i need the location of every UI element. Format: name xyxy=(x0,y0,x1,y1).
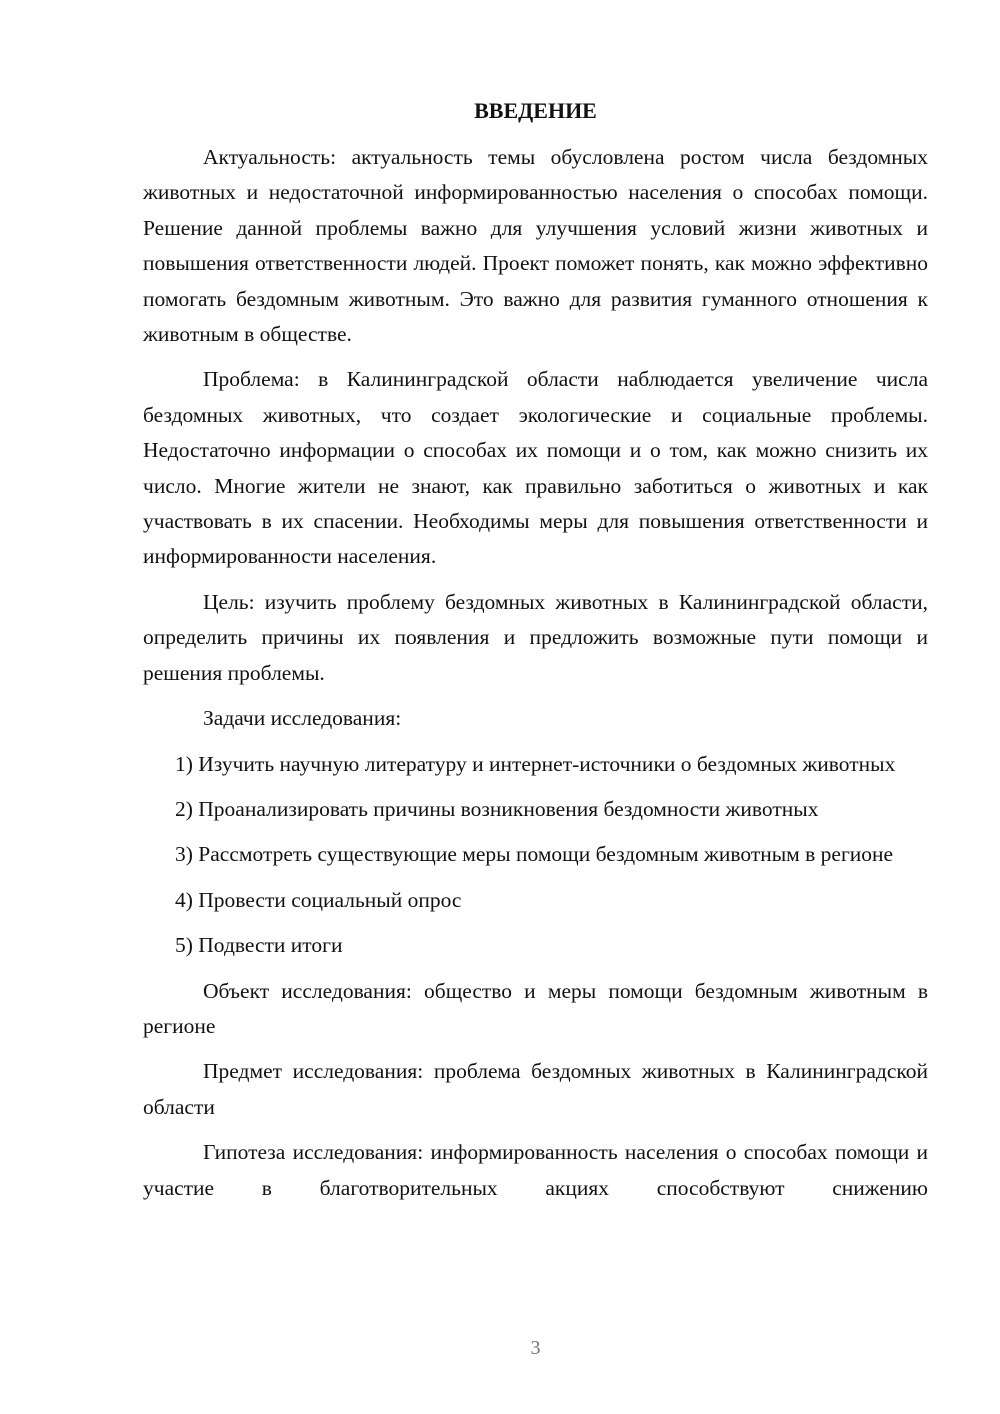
section-heading: ВВЕДЕНИЕ xyxy=(474,98,597,123)
task-item-2: 2) Проанализировать причины возникновения бездомности животных xyxy=(175,796,819,821)
paragraph-problem: Проблема: в Калининградской области наблюдается увеличение числа бездомных животных, что создает экологические и социальные проблемы. Недостаточно информации о способах их помощи и о том, как можно снизить их число. Многие жители не знают, как правильно заботиться о животных и как участвовать в их спасении. Необходимы меры для повышения ответственности и информированности населения. xyxy=(143,367,928,569)
task-item-4: 4) Провести социальный опрос xyxy=(175,887,462,912)
paragraph-hypothesis: Гипотеза исследования: информированность населения о способах помощи и участие в благотворительных акциях способствуют снижению xyxy=(143,1140,928,1200)
paragraph-tasks-intro: Задачи исследования: xyxy=(203,706,402,731)
task-item-5: 5) Подвести итоги xyxy=(175,933,343,958)
document-body xyxy=(143,140,928,1216)
paragraph-object: Объект исследования: общество и меры помощи бездомным животным в регионе xyxy=(143,978,928,1038)
paragraph-subject: Предмет исследования: проблема бездомных животных в Калининградской области xyxy=(143,1059,928,1119)
paragraph-goal: Цель: изучить проблему бездомных животных в Калининградской области, определить причины их появления и предложить возможные пути помощи и решения проблемы. xyxy=(143,589,928,685)
page-number: 3 xyxy=(530,1337,541,1359)
task-item-3: 3) Рассмотреть существующие меры помощи бездомным животным в регионе xyxy=(175,842,894,867)
task-item-1: 1) Изучить научную литературу и интернет-источники о бездомных животных xyxy=(175,751,896,776)
paragraph-relevance: Актуальность: актуальность темы обусловлена ростом числа бездомных животных и недостаточной информированностью населения о способах помощи. Решение данной проблемы важно для улучшения условий жизни животных и повышения ответственности людей. Проект поможет понять, как можно эффективно помогать бездомным животным. Это важно для развития гуманного отношения к животным в обществе. xyxy=(143,145,928,347)
